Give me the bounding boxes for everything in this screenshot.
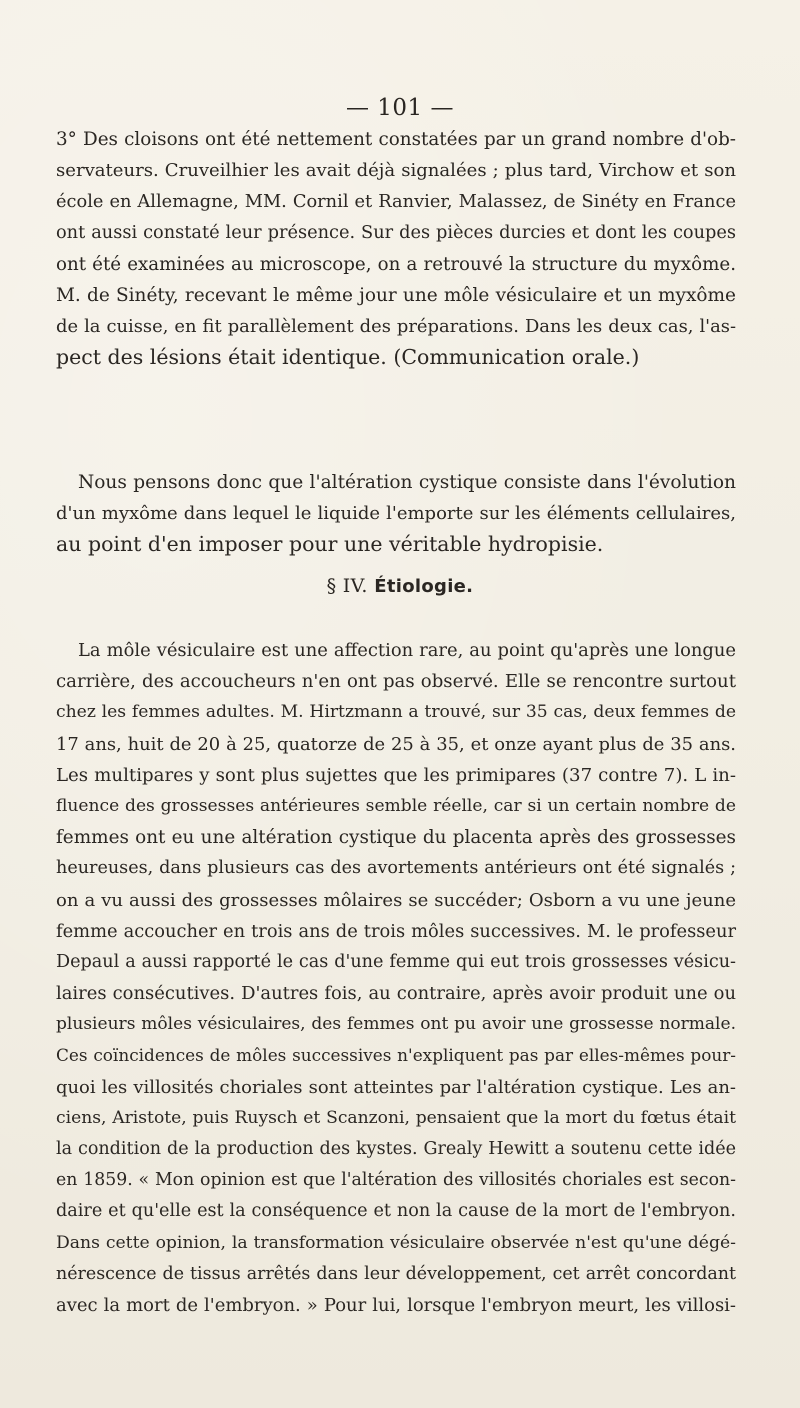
section-title: Étiologie.: [374, 576, 474, 597]
text-line: chez les femmes adultes. M. Hirtzmann a trouvé, sur 35 cas, deux femmes de: [56, 702, 736, 723]
text-line: on a vu aussi des grossesses môlaires se succéder; Osborn a vu une jeune: [56, 889, 736, 911]
text-line: laires consécutives. D'autres fois, au contraire, après avoir produit une ou: [56, 983, 736, 1005]
text-line: plusieurs môles vésiculaires, des femmes ont pu avoir une grossesse normale.: [56, 1014, 736, 1035]
text-line: femmes ont eu une altération cystique du placenta après des grossesses: [56, 827, 736, 849]
text-line: pect des lésions était identique. (Communication orale.): [56, 345, 640, 370]
text-line: heureuses, dans plusieurs cas des avortements antérieurs ont été signalés ;: [56, 858, 736, 879]
text-line: quoi les villosités choriales sont atteintes par l'altération cystique. Les an-: [56, 1076, 736, 1098]
text-line: femme accoucher en trois ans de trois môles successives. M. le professeur: [56, 920, 736, 942]
section-number: § IV.: [326, 575, 368, 597]
text-line: La môle vésiculaire est une affection rare, au point qu'après une longue: [78, 640, 736, 661]
text-line: 17 ans, huit de 20 à 25, quatorze de 25 à 35, et onze ayant plus de 35 ans.: [56, 733, 736, 755]
text-line: nérescence de tissus arrêtés dans leur développement, cet arrêt concordant: [56, 1263, 736, 1284]
text-line: 3° Des cloisons ont été nettement constatées par un grand nombre d'ob-: [56, 129, 736, 150]
text-line: ont aussi constaté leur présence. Sur des pièces durcies et dont les coupes: [56, 222, 736, 243]
text-line: ciens, Aristote, puis Ruysch et Scanzoni, pensaient que la mort du fœtus était: [56, 1107, 736, 1128]
text-line: la condition de la production des kystes. Grealy Hewitt a soutenu cette idée: [56, 1139, 736, 1159]
text-line: daire et qu'elle est la conséquence et non la cause de la mort de l'embryon.: [56, 1201, 736, 1222]
text-line: en 1859. « Mon opinion est que l'altération des villosités choriales est secon-: [56, 1170, 736, 1191]
text-line: fluence des grossesses antérieures semble réelle, car si un certain nombre de: [56, 795, 736, 816]
text-line: de la cuisse, en fit parallèlement des préparations. Dans les deux cas, l'as-: [56, 316, 736, 338]
text-line: ont été examinées au microscope, on a retrouvé la structure du myxôme.: [56, 253, 736, 275]
page-number: — 101 —: [345, 95, 455, 121]
text-line: école en Allemagne, MM. Cornil et Ranvier, Malassez, de Sinéty en France: [56, 191, 736, 213]
text-line: Depaul a aussi rapporté le cas d'une femme qui eut trois grossesses vésicu-: [56, 951, 736, 972]
text-line: carrière, des accoucheurs n'en ont pas observé. Elle se rencontre surtout: [56, 671, 736, 693]
text-line: au point d'en imposer pour une véritable hydropisie.: [56, 532, 604, 557]
section-heading: [0, 575, 800, 597]
text-line: avec la mort de l'embryon. » Pour lui, lorsque l'embryon meurt, les villosi-: [56, 1294, 736, 1316]
paragraph-conclusion: [56, 467, 736, 561]
text-line: servateurs. Cruveilhier les avait déjà signalées ; plus tard, Virchow et son: [56, 160, 736, 182]
paragraph-cloisons: [56, 124, 736, 374]
text-line: d'un myxôme dans lequel le liquide l'emporte sur les éléments cellulaires,: [56, 503, 736, 525]
text-line: Nous pensons donc que l'altération cystique consiste dans l'évolution: [78, 472, 736, 493]
text-line: Les multipares y sont plus sujettes que les primipares (37 contre 7). L in-: [56, 764, 736, 786]
paragraph-etiologie: [56, 635, 736, 1321]
text-line: Ces coïncidences de môles successives n'expliquent pas par elles-mêmes pour-: [56, 1045, 736, 1066]
text-line: M. de Sinéty, recevant le même jour une môle vésiculaire et un myxôme: [56, 284, 736, 306]
text-line: Dans cette opinion, la transformation vésiculaire observée n'est qu'une dégé-: [56, 1232, 736, 1253]
